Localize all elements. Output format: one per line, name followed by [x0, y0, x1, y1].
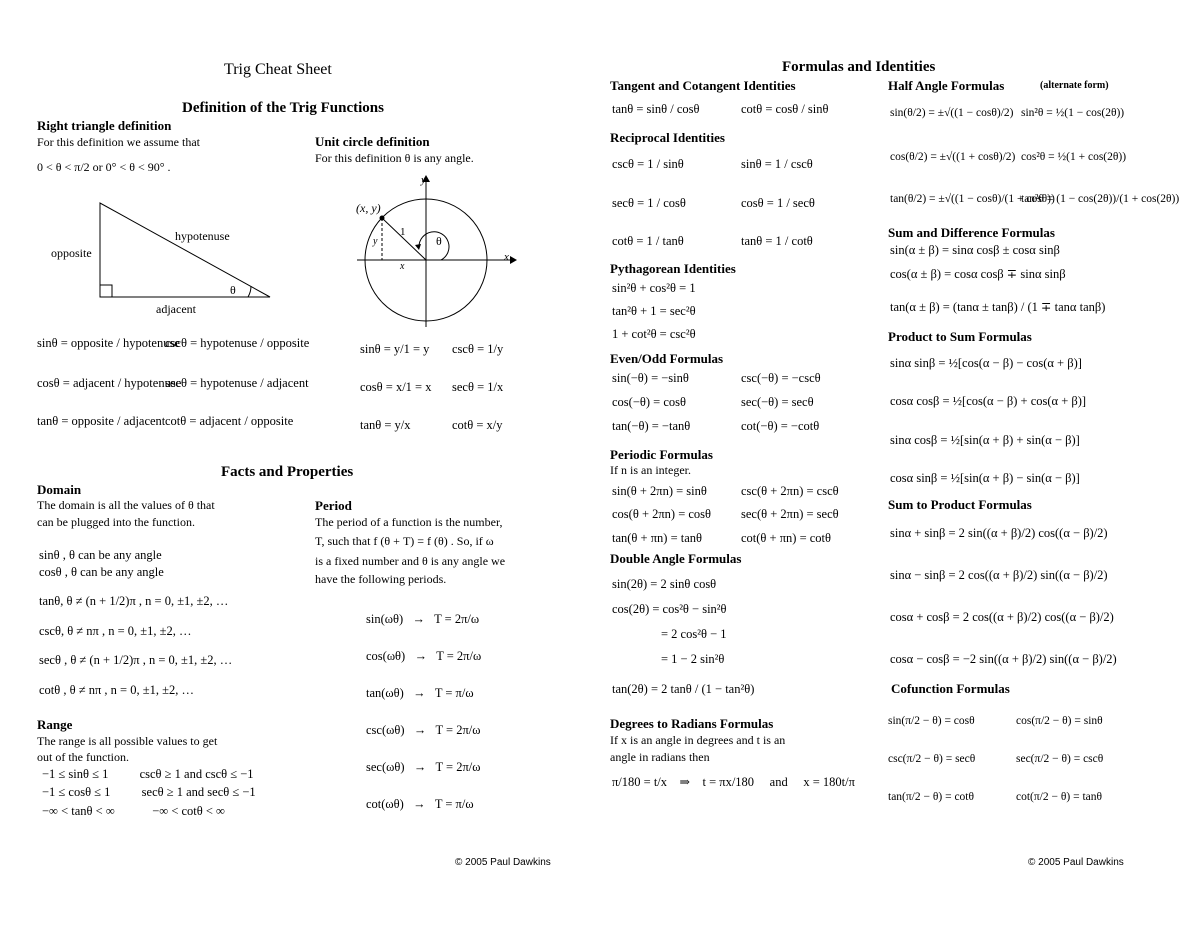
- half-angle-sin-alt: sin²θ = ½(1 − cos(2θ)): [1021, 107, 1125, 119]
- uc-csc-formula: cscθ = 1/y: [452, 342, 504, 356]
- even-odd-sec: sec(−θ) = secθ: [741, 395, 814, 409]
- reciprocal-tan: tanθ = 1 / cotθ: [741, 234, 813, 248]
- unit-circle-theta-label: θ: [436, 234, 442, 248]
- reciprocal-cot: cotθ = 1 / tanθ: [612, 234, 684, 248]
- uc-cot-formula: cotθ = x/y: [452, 418, 503, 432]
- double-angle-heading: Double Angle Formulas: [610, 551, 742, 566]
- deg-rad-text-line-2: angle in radians then: [610, 750, 710, 764]
- period-heading: Period: [315, 498, 352, 513]
- period-tan: tan(ωθ) → T = π/ω: [366, 686, 474, 700]
- period-sin: sin(ωθ) → T = 2π/ω: [366, 612, 480, 626]
- rt-sec-formula: secθ = hypotenuse / adjacent: [165, 376, 309, 390]
- cofunction-sin: sin(π/2 − θ) = cosθ: [888, 715, 975, 727]
- reciprocal-csc: cscθ = 1 / sinθ: [612, 157, 684, 171]
- period-text-line-2: T, such that f (θ + T) = f (θ) . So, if ω: [315, 534, 494, 548]
- domain-csc: cscθ, θ ≠ nπ , n = 0, ±1, ±2, …: [39, 624, 192, 638]
- range-sin-csc: −1 ≤ sinθ ≤ 1 cscθ ≥ 1 and cscθ ≤ −1: [42, 767, 254, 781]
- sum-product-cos-plus: cosα + cosβ = 2 cos((α + β)/2) cos((α − β)/2): [890, 610, 1114, 624]
- sum-product-heading: Sum to Product Formulas: [888, 497, 1032, 512]
- hypotenuse-label: hypotenuse: [175, 229, 230, 243]
- definitions-heading: Definition of the Trig Functions: [182, 100, 384, 116]
- pythagorean-2: tan²θ + 1 = sec²θ: [612, 304, 696, 318]
- double-angle-tan: tan(2θ) = 2 tanθ / (1 − tan²θ): [612, 682, 755, 696]
- domain-sin: sinθ , θ can be any angle: [39, 548, 162, 562]
- even-odd-heading: Even/Odd Formulas: [610, 351, 724, 366]
- uc-sin-formula: sinθ = y/1 = y: [360, 342, 430, 356]
- sum-diff-heading: Sum and Difference Formulas: [888, 225, 1055, 240]
- domain-heading: Domain: [37, 482, 82, 497]
- range-text-line-1: The range is all possible values to get: [37, 734, 218, 748]
- half-angle-cos-alt: cos²θ = ½(1 + cos(2θ)): [1021, 151, 1127, 163]
- product-sum-heading: Product to Sum Formulas: [888, 329, 1032, 344]
- period-text-line-1: The period of a function is the number,: [315, 515, 503, 529]
- rt-sin-formula: sinθ = opposite / hypotenuse: [37, 336, 180, 350]
- sum-diff-cos: cos(α ± β) = cosα cosβ ∓ sinα sinβ: [890, 267, 1066, 281]
- unit-circle-x-axis-label: x: [504, 251, 509, 263]
- cofunction-tan: tan(π/2 − θ) = cotθ: [888, 791, 974, 803]
- uc-tan-formula: tanθ = y/x: [360, 418, 411, 432]
- domain-text-line-1: The domain is all the values of θ that: [37, 498, 215, 512]
- half-angle-alt-label: (alternate form): [1040, 80, 1109, 91]
- unit-circle-y-segment-label: y: [373, 236, 378, 247]
- formulas-title: Formulas and Identities: [782, 59, 936, 75]
- product-sum-sin-cos: sinα cosβ = ½[sin(α + β) + sin(α − β)]: [890, 433, 1080, 447]
- uc-sec-formula: secθ = 1/x: [452, 380, 504, 394]
- half-angle-tan: tan(θ/2) = ±√((1 − cosθ)/(1 + cosθ)): [890, 193, 1055, 205]
- unit-circle-x-segment-label: x: [400, 261, 405, 272]
- even-odd-csc: csc(−θ) = −cscθ: [741, 371, 821, 385]
- right-triangle-heading: Right triangle definition: [37, 118, 172, 133]
- rt-cot-formula: cotθ = adjacent / opposite: [165, 414, 294, 428]
- triangle-theta-label: θ: [230, 283, 236, 297]
- domain-sec: secθ , θ ≠ (n + 1/2)π , n = 0, ±1, ±2, …: [39, 653, 233, 667]
- double-angle-cos-alt-2: = 1 − 2 sin²θ: [661, 652, 725, 666]
- deg-rad-text-line-1: If x is an angle in degrees and t is an: [610, 733, 786, 747]
- unit-circle-intro: For this definition θ is any angle.: [315, 151, 474, 165]
- adjacent-label: adjacent: [156, 302, 196, 316]
- sum-product-cos-minus: cosα − cosβ = −2 sin((α + β)/2) sin((α − β)/2): [890, 652, 1117, 666]
- even-odd-cos: cos(−θ) = cosθ: [612, 395, 686, 409]
- period-csc: csc(ωθ) → T = 2π/ω: [366, 723, 481, 737]
- periodic-cos: cos(θ + 2πn) = cosθ: [612, 507, 712, 521]
- pythagorean-1: sin²θ + cos²θ = 1: [612, 281, 696, 295]
- sum-diff-sin: sin(α ± β) = sinα cosβ ± cosα sinβ: [890, 243, 1060, 257]
- half-angle-heading: Half Angle Formulas: [888, 78, 1005, 93]
- cofunction-cos: cos(π/2 − θ) = sinθ: [1016, 715, 1103, 727]
- double-angle-sin: sin(2θ) = 2 sinθ cosθ: [612, 577, 717, 591]
- unit-circle-radius-label: 1: [400, 226, 406, 238]
- period-text-line-4: have the following periods.: [315, 572, 447, 586]
- range-heading: Range: [37, 717, 73, 732]
- product-sum-sin-sin: sinα sinβ = ½[cos(α − β) − cos(α + β)]: [890, 356, 1082, 370]
- tan-cot-heading: Tangent and Cotangent Identities: [610, 78, 796, 93]
- cot-identity: cotθ = cosθ / sinθ: [741, 102, 829, 116]
- opposite-label: opposite: [51, 246, 92, 260]
- cofunction-csc: csc(π/2 − θ) = secθ: [888, 753, 976, 765]
- periodic-heading: Periodic Formulas: [610, 447, 713, 462]
- half-angle-tan-alt: tan²θ = (1 − cos(2θ))/(1 + cos(2θ)): [1021, 193, 1180, 205]
- cofunction-sec: sec(π/2 − θ) = cscθ: [1016, 753, 1104, 765]
- unit-circle-y-axis-label: y: [421, 174, 426, 186]
- range-cos-sec: −1 ≤ cosθ ≤ 1 secθ ≥ 1 and secθ ≤ −1: [42, 785, 256, 799]
- periodic-sec: sec(θ + 2πn) = secθ: [741, 507, 839, 521]
- deg-rad-heading: Degrees to Radians Formulas: [610, 716, 774, 731]
- reciprocal-cos: cosθ = 1 / secθ: [741, 196, 815, 210]
- half-angle-cos: cos(θ/2) = ±√((1 + cosθ)/2): [890, 151, 1016, 163]
- rt-cos-formula: cosθ = adjacent / hypotenuse: [37, 376, 182, 390]
- domain-cot: cotθ , θ ≠ nπ , n = 0, ±1, ±2, …: [39, 683, 194, 697]
- unit-circle-diagram: [352, 172, 517, 332]
- even-odd-tan: tan(−θ) = −tanθ: [612, 419, 691, 433]
- unit-circle-heading: Unit circle definition: [315, 134, 430, 149]
- periodic-note: If n is an integer.: [610, 463, 691, 477]
- periodic-tan: tan(θ + πn) = tanθ: [612, 531, 703, 545]
- periodic-sin: sin(θ + 2πn) = sinθ: [612, 484, 707, 498]
- product-sum-cos-sin: cosα sinβ = ½[sin(α + β) − sin(α − β)]: [890, 471, 1080, 485]
- period-cot: cot(ωθ) → T = π/ω: [366, 797, 474, 811]
- range-tan-cot: −∞ < tanθ < ∞ −∞ < cotθ < ∞: [42, 804, 225, 818]
- right-footer: © 2005 Paul Dawkins: [1028, 857, 1124, 868]
- facts-heading: Facts and Properties: [221, 464, 354, 480]
- left-footer: © 2005 Paul Dawkins: [455, 857, 551, 868]
- even-odd-cot: cot(−θ) = −cotθ: [741, 419, 820, 433]
- rt-csc-formula: cscθ = hypotenuse / opposite: [165, 336, 310, 350]
- period-cos: cos(ωθ) → T = 2π/ω: [366, 649, 482, 663]
- pythagorean-heading: Pythagorean Identities: [610, 261, 736, 276]
- right-triangle-intro: For this definition we assume that: [37, 135, 200, 149]
- pythagorean-3: 1 + cot²θ = csc²θ: [612, 327, 696, 341]
- product-sum-cos-cos: cosα cosβ = ½[cos(α − β) + cos(α + β)]: [890, 394, 1087, 408]
- tan-identity: tanθ = sinθ / cosθ: [612, 102, 700, 116]
- double-angle-cos: cos(2θ) = cos²θ − sin²θ: [612, 602, 727, 616]
- deg-rad-formula: π/180 = t/x ⇒ t = πx/180 and x = 180t/π: [612, 775, 855, 789]
- even-odd-sin: sin(−θ) = −sinθ: [612, 371, 689, 385]
- uc-cos-formula: cosθ = x/1 = x: [360, 380, 432, 394]
- domain-tan: tanθ, θ ≠ (n + 1/2)π , n = 0, ±1, ±2, …: [39, 594, 229, 608]
- range-text-line-2: out of the function.: [37, 750, 129, 764]
- reciprocal-sin: sinθ = 1 / cscθ: [741, 157, 813, 171]
- domain-cos: cosθ , θ can be any angle: [39, 565, 164, 579]
- period-text-line-3: is a fixed number and θ is any angle we: [315, 554, 506, 568]
- domain-text-line-2: can be plugged into the function.: [37, 515, 195, 529]
- rt-tan-formula: tanθ = opposite / adjacent: [37, 414, 166, 428]
- half-angle-sin: sin(θ/2) = ±√((1 − cosθ)/2): [890, 107, 1014, 119]
- reciprocal-sec: secθ = 1 / cosθ: [612, 196, 686, 210]
- periodic-csc: csc(θ + 2πn) = cscθ: [741, 484, 839, 498]
- right-triangle-assumption: 0 < θ < π/2 or 0° < θ < 90° .: [37, 160, 171, 174]
- sum-diff-tan: tan(α ± β) = (tanα ± tanβ) / (1 ∓ tanα tanβ): [890, 300, 1106, 314]
- sum-product-sin-plus: sinα + sinβ = 2 sin((α + β)/2) cos((α − β)/2): [890, 526, 1108, 540]
- period-sec: sec(ωθ) → T = 2π/ω: [366, 760, 481, 774]
- reciprocal-heading: Reciprocal Identities: [610, 130, 725, 145]
- cofunction-cot: cot(π/2 − θ) = tanθ: [1016, 791, 1102, 803]
- double-angle-cos-alt-1: = 2 cos²θ − 1: [661, 627, 727, 641]
- unit-circle-point-label: (x, y): [356, 201, 381, 215]
- sum-product-sin-minus: sinα − sinβ = 2 cos((α + β)/2) sin((α − β)/2): [890, 568, 1108, 582]
- periodic-cot: cot(θ + πn) = cotθ: [741, 531, 832, 545]
- page-title: Trig Cheat Sheet: [224, 61, 332, 78]
- cofunction-heading: Cofunction Formulas: [891, 681, 1010, 696]
